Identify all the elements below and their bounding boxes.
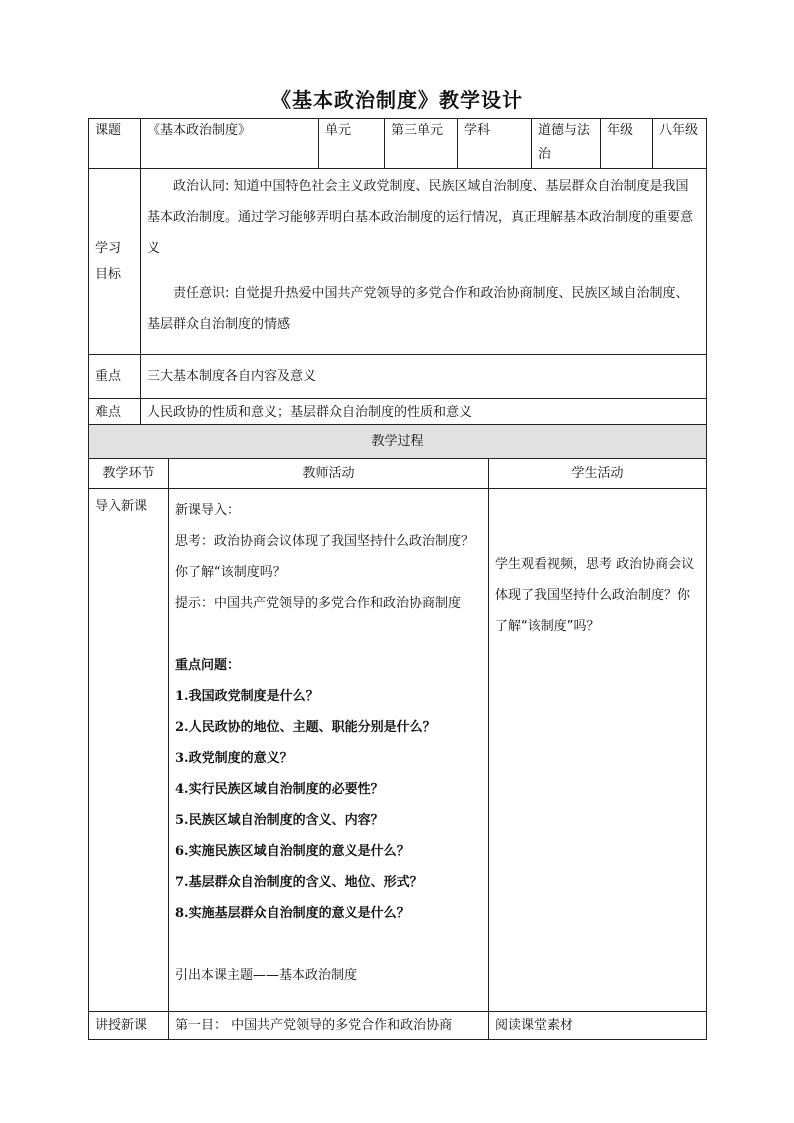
lead-in-text: 引出本课主题——基本政治制度 xyxy=(175,968,358,983)
unit-value: 第三单元 xyxy=(385,119,458,169)
goals-row xyxy=(89,169,707,355)
question-item: 3.政党制度的意义？ xyxy=(175,751,293,766)
hint-text: 提示：中国共产党领导的多党合作和政治协商制度 xyxy=(175,596,462,611)
lecture-student: 阅读课堂素材 xyxy=(489,1012,707,1040)
header-teacher: 教师活动 xyxy=(169,459,489,489)
intro-stage xyxy=(89,489,169,1012)
header-stage: 教学环节 xyxy=(89,459,169,489)
intro-student-text: 学生观看视频，思考 政治协商会议体现了我国坚持什么政治制度？你了解“该制度”吗？ xyxy=(495,557,695,634)
key-point-value: 三大基本制度各自内容及意义 xyxy=(141,355,707,399)
difficult-point-label: 难点 xyxy=(89,399,141,427)
process-band-title: 教学过程 xyxy=(89,425,707,459)
difficult-point-row xyxy=(89,399,707,427)
goals-label-text: 学习目标 xyxy=(95,240,122,282)
topic-value: 《基本政治制度》 xyxy=(141,119,319,169)
question-item: 8.实施基层群众自治制度的意义是什么？ xyxy=(175,906,410,921)
goals-content xyxy=(141,169,707,355)
unit-label: 单元 xyxy=(319,119,385,169)
subject-label: 学科 xyxy=(458,119,532,169)
key-point-label: 重点 xyxy=(89,355,141,399)
intro-stage-label: 导入新课 xyxy=(95,499,148,514)
question-item: 5.民族区域自治制度的含义、内容？ xyxy=(175,813,384,828)
think-question: 思考：政治协商会议体现了我国坚持什么政治制度？你了解“该制度吗？ xyxy=(175,534,475,580)
topic-label: 课题 xyxy=(89,119,141,169)
grade-value: 八年级 xyxy=(653,119,707,169)
goal-paragraph-1: 政治认同: 知道中国特色社会主义政党制度、民族区域自治制度、基层群众自治制度是我国基本政治制度。通过学习能够弄明白基本政治制度的运行情况，真正理解基本政治制度的重要意义 xyxy=(147,179,694,256)
lecture-row xyxy=(89,1012,707,1040)
questions-title: 重点问题： xyxy=(175,658,241,673)
question-item: 1.我国政党制度是什么？ xyxy=(175,689,319,704)
intro-teacher-cell xyxy=(169,489,489,1012)
info-table xyxy=(88,118,707,427)
intro-row xyxy=(89,489,707,1012)
question-item: 4.实行民族区域自治制度的必要性？ xyxy=(175,782,384,797)
grade-label: 年级 xyxy=(601,119,653,169)
header-student: 学生活动 xyxy=(489,459,707,489)
difficult-point-value: 人民政协的性质和意义；基层群众自治制度的性质和意义 xyxy=(141,399,707,427)
process-table xyxy=(88,424,707,1040)
subject-value: 道德与法治 xyxy=(532,119,601,169)
info-row xyxy=(89,119,707,169)
goal-paragraph-2: 责任意识: 自觉提升热爱中国共产党领导的多党合作和政治协商制度、民族区域自治制度、基层群众自治制度的情感 xyxy=(147,286,689,332)
intro-student-cell xyxy=(489,489,707,1012)
intro-heading: 新课导入： xyxy=(175,503,241,518)
process-band-row xyxy=(89,425,707,459)
lecture-teacher: 第一目： 中国共产党领导的多党合作和政治协商 xyxy=(169,1012,489,1040)
question-item: 2.人民政协的地位、主题、职能分别是什么？ xyxy=(175,720,436,735)
lecture-stage: 讲授新课 xyxy=(89,1012,169,1040)
question-item: 7.基层群众自治制度的含义、地位、形式？ xyxy=(175,875,423,890)
key-point-row xyxy=(89,355,707,399)
goals-label xyxy=(89,169,141,355)
question-item: 6.实施民族区域自治制度的意义是什么？ xyxy=(175,844,410,859)
page-title: 《基本政治制度》教学设计 xyxy=(271,88,523,112)
process-header-row xyxy=(89,459,707,489)
